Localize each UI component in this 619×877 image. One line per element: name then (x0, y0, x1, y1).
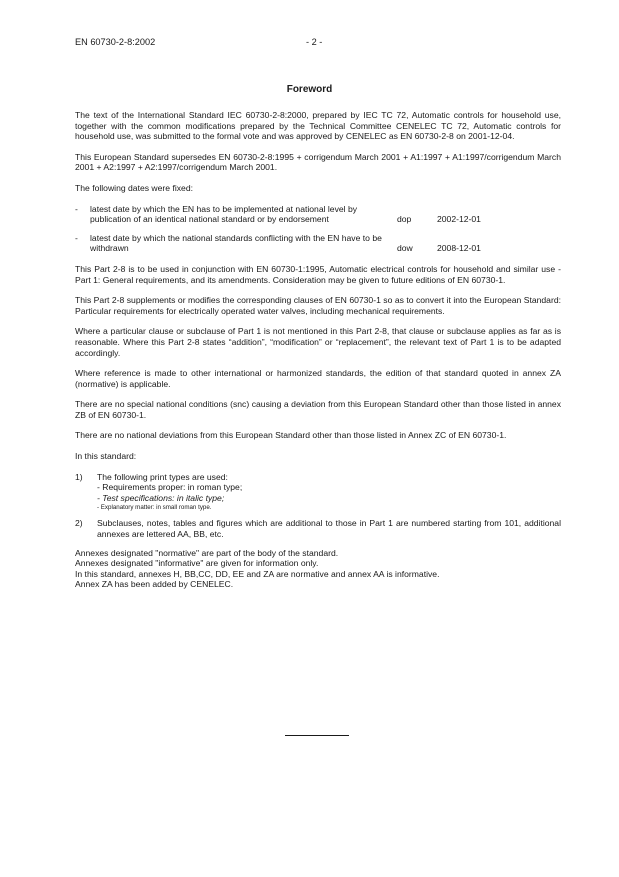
list-item (75, 518, 561, 539)
paragraph-clause-applies: Where a particular clause or subclause of Part 1 is not mentioned in this Part 2-8, that clause or subclause applies as far as is reasonable. Where this Part 2-8 states “addition”, “modification” or “replacement”, the relevant text of Part 1 is to be adapted accordingly. (75, 326, 561, 358)
date-value: 2002-12-01 (437, 214, 481, 225)
list-number: 1) (75, 471, 83, 482)
print-type-italic: - Test specifications: in italic type; (97, 492, 225, 503)
list-dash: - (75, 203, 78, 214)
numbered-list (75, 472, 561, 540)
date-value: 2008-12-01 (437, 243, 481, 254)
list-item-text: The following print types are used: (97, 471, 228, 482)
page-title: Foreword (286, 84, 333, 95)
date-code: dow (397, 243, 413, 254)
annex-line: Annexes designated "normative" are part of the body of the standard. (75, 547, 339, 558)
paragraph-in-this-standard: In this standard: (75, 451, 137, 462)
paragraph-supersedes: This European Standard supersedes EN 60730-2-8:1995 + corrigendum March 2001 + A1:1997 + A1:1997/corrigendum March 2001 + A2:1997 + A2:1997/corrigendum March 2001. (75, 151, 561, 173)
document-body (75, 110, 561, 590)
paragraph-supplements: This Part 2-8 supplements or modifies the corresponding clauses of EN 60730-1 so as to convert it into the European Standard: Particular requirements for electrically operated water valves, including mechanical requirements. (75, 295, 561, 316)
paragraph-special-conditions: There are no special national conditions (snc) causing a deviation from this European Standard other than those listed in annex ZB of EN 60730-1. (75, 399, 561, 420)
page-number: - 2 - (306, 37, 323, 47)
paragraph-reference: Where reference is made to other international or harmonized standards, the edition of that standard quoted in annex ZA (normative) is applicable. (75, 368, 561, 389)
paragraph-national-deviations: There are no national deviations from this European Standard other than those listed in Annex ZC of EN 60730-1. (75, 430, 507, 441)
date-code: dop (397, 214, 412, 225)
date-description: latest date by which the national standards conflicting with the EN have to be withdrawn (90, 232, 382, 254)
paragraph-conjunction: This Part 2-8 is to be used in conjunction with EN 60730-1:1995, Automatic electrical controls for household and similar use - Part 1: General requirements, and its amendments. Consideration may be given to future editions of EN 60730-1. (75, 263, 561, 285)
annex-line: Annex ZA has been added by CENELEC. (75, 579, 234, 590)
print-type-small: - Explanatory matter: in small roman type. (97, 504, 212, 512)
annex-notes (75, 548, 561, 590)
list-dash: - (75, 232, 78, 243)
paragraph-iec-text: The text of the International Standard IEC 60730-2-8:2000, prepared by IEC TC 72, Automatic controls for household use, together with the common modifications prepared by the Technical Committee CENELEC TC 72, Automatic controls for household use, was submitted to the formal vote and was approved by CENELEC as EN 60730-2-8 on 2001-12-04. (75, 110, 561, 142)
annex-line: In this standard, annexes H, BB,CC, DD, EE and ZA are normative and annex AA is informative. (75, 568, 440, 579)
print-type-roman: - Requirements proper: in roman type; (97, 482, 243, 493)
list-number: 2) (75, 518, 83, 529)
end-divider (285, 735, 349, 736)
date-row-dop (75, 204, 561, 225)
list-item (75, 472, 561, 513)
paragraph-dates-intro: The following dates were fixed: (75, 182, 193, 193)
document-id: EN 60730-2-8:2002 (75, 37, 156, 47)
dates-list (75, 204, 561, 254)
date-description: latest date by which the EN has to be implemented at national level by publication of an identical national standard or by endorsement (90, 203, 358, 225)
list-item-text: Subclauses, notes, tables and figures which are additional to those in Part 1 are numbered starting from 101, additional annexes are lettered AA, BB, etc. (97, 518, 561, 540)
date-row-dow (75, 233, 561, 254)
annex-line: Annexes designated "informative" are given for information only. (75, 558, 319, 569)
